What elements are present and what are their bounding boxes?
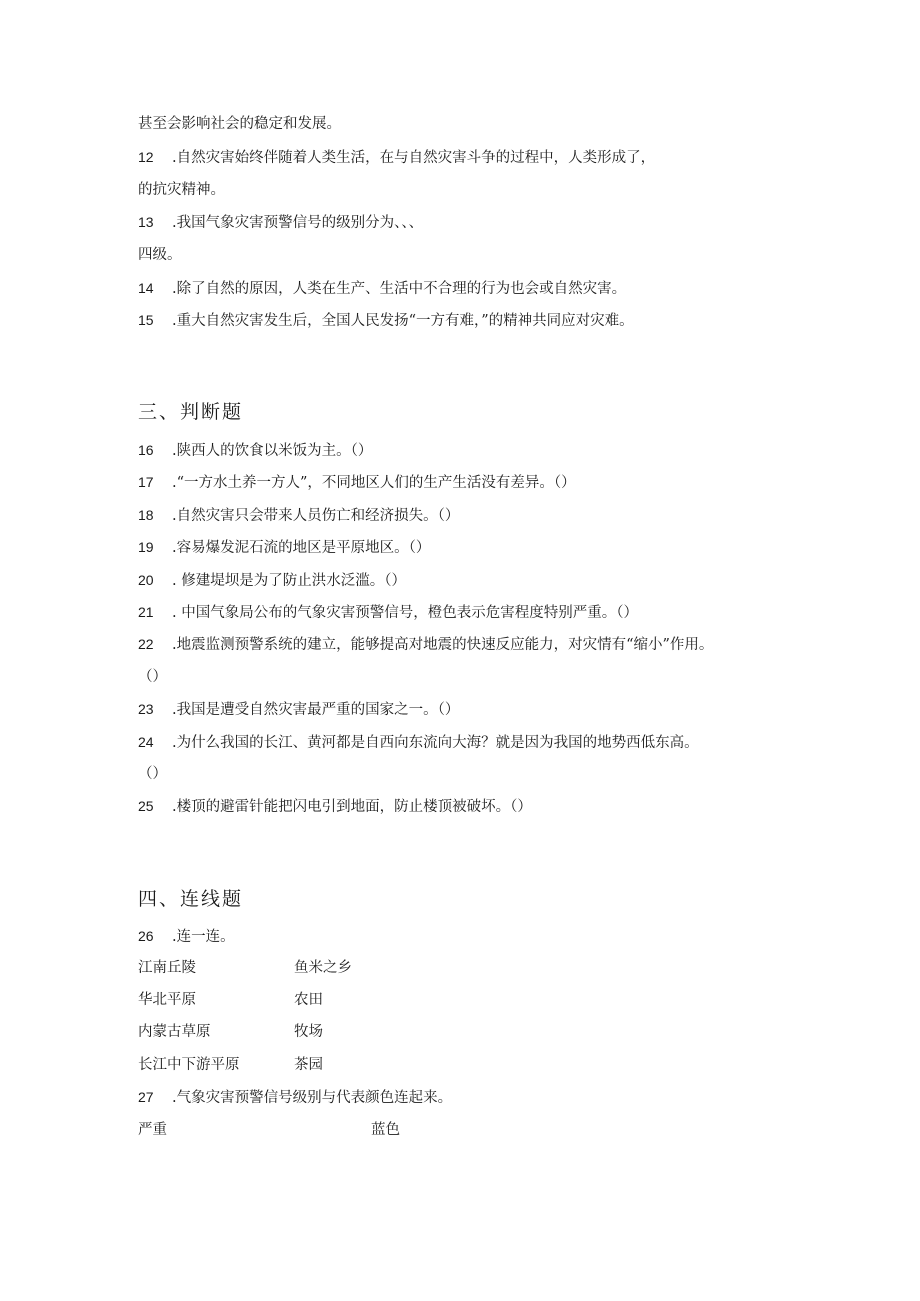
question-23 [138,699,459,720]
question-14 [138,278,626,299]
question-text: .气象灾害预警信号级别与代表颜色连起来。 [172,1090,453,1106]
question-24-continuation: （） [138,766,167,782]
question-18 [138,505,459,526]
question-text: . 修建堤坝是为了防止洪水泛滥。（） [172,573,406,589]
match-left-item: 严重 [138,1122,167,1138]
question-12 [138,147,655,168]
question-22 [138,634,713,655]
question-number: 24 [138,734,154,750]
question-text: .自然灾害始终伴随着人类生活，在与自然灾害斗争的过程中，人类形成了， [172,150,656,166]
question-16 [138,440,372,461]
match-right-item: 鱼米之乡 [294,960,352,976]
question-13-continuation: 四级。 [138,247,182,263]
match-left-item: 长江中下游平原 [138,1057,240,1073]
question-text: . 中国气象局公布的气象灾害预警信号，橙色表示危害程度特别严重。（） [172,605,638,621]
question-19 [138,537,430,558]
question-text: .为什么我国的长江、黄河都是自西向东流向大海？就是因为我国的地势西低东高。 [172,735,699,751]
question-text: .楼顶的避雷针能把闪电引到地面，防止楼顶被破坏。（） [172,799,532,815]
question-text: .除了自然的原因，人类在生产、生活中不合理的行为也会或自然灾害。 [172,281,627,297]
question-number: 13 [138,214,154,230]
question-21 [138,602,638,623]
question-22-continuation: （） [138,669,167,685]
question-number: 17 [138,474,154,490]
question-number: 21 [138,604,154,620]
question-number: 15 [138,312,154,328]
question-number: 18 [138,507,154,523]
question-13 [138,212,423,233]
question-number: 22 [138,636,154,652]
question-number: 16 [138,442,154,458]
question-text: .我国气象灾害预警信号的级别分为、、、 [172,215,424,231]
question-26 [138,926,235,947]
question-text: .地震监测预警系统的建立，能够提高对地震的快速反应能力，对灾情有“缩小”作用。 [172,637,714,653]
question-text: .陕西人的饮食以米饭为主。（） [172,443,373,459]
question-number: 23 [138,701,154,717]
section-heading-matching: 四、连线题 [138,888,244,910]
question-15 [138,310,634,331]
match-right-item: 农田 [294,992,323,1008]
question-number: 20 [138,572,154,588]
question-number: 12 [138,149,154,165]
match-left-item: 华北平原 [138,992,196,1008]
question-27 [138,1087,452,1108]
question-number: 19 [138,539,154,555]
match-right-item: 茶园 [294,1057,323,1073]
question-number: 26 [138,928,154,944]
question-number: 27 [138,1089,154,1105]
match-right-item: 牧场 [294,1024,323,1040]
question-text: .连一连。 [172,929,235,945]
question-20 [138,570,406,591]
question-12-continuation: 的抗灾精神。 [138,182,225,198]
question-text: .“一方水土养一方人”，不同地区人们的生产生活没有差异。（） [172,475,576,491]
question-17 [138,472,576,493]
question-text: .容易爆发泥石流的地区是平原地区。（） [172,540,431,556]
question-24 [138,732,699,753]
match-left-item: 内蒙古草原 [138,1024,211,1040]
section-heading-judgment: 三、判断题 [138,401,244,423]
question-25 [138,796,532,817]
question-number: 25 [138,798,154,814]
question-text: .我国是遭受自然灾害最严重的国家之一。（） [172,702,460,718]
question-text: .重大自然灾害发生后，全国人民发扬“一方有难，”的精神共同应对灾难。 [172,313,634,329]
match-right-item: 蓝色 [371,1122,400,1138]
question-number: 14 [138,280,154,296]
question-text: .自然灾害只会带来人员伤亡和经济损失。（） [172,508,460,524]
match-left-item: 江南丘陵 [138,960,196,976]
continuation-text: 甚至会影响社会的稳定和发展。 [138,116,341,132]
